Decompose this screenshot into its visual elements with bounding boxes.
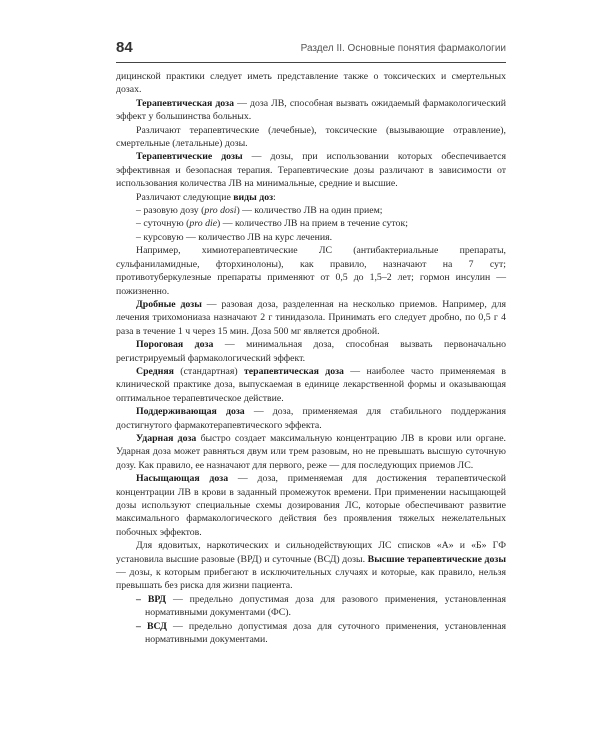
paragraph — [116, 405, 506, 432]
text-run: дицинской практики следует иметь представление также о токсических и смертельных дозах. — [116, 71, 506, 96]
text-run: Различают терапевтические (лечебные), токсические (вызывающие отравление), смертельные (летальные) дозы. — [116, 124, 506, 150]
bold-term: терапевтическая доза — [244, 365, 344, 377]
page-header — [116, 36, 506, 63]
text-run: — доза, применяемая для стабильного поддержания достигнутого фармакотерапевтического эффекта. — [116, 406, 506, 431]
paragraph-continuation — [116, 70, 506, 97]
list-item — [116, 620, 506, 647]
paragraph — [116, 97, 506, 124]
text-run: — доза, применяемая для достижения терапевтической концентрации ЛВ в крови в заданный промежуток времени. При применении насыщающей дозы используют специальные схемы дозирования ЛС, которые обеспечивают развитие максимального фармакологического действия без проявления тяжелых нежелательных побочных эффектов. — [116, 473, 506, 538]
paragraph — [116, 539, 506, 593]
text-run: ) — количество ЛВ на прием в течение суток; — [217, 218, 408, 230]
italic-term: pro dosi — [204, 205, 237, 217]
bold-term: Терапевтическая доза — [136, 97, 235, 109]
text-run: : — [273, 191, 276, 203]
bold-term: Средняя — [136, 365, 174, 377]
text-run: — дозы, при использовании которых обеспечивается эффективная и безопасная терапия. Терапевтические дозы различают в зависимости от использования количества ЛВ на минимальные, средние и высшие. — [116, 151, 507, 190]
text-run: – курсовую — количество ЛВ на курс лечения. — [136, 231, 333, 243]
page-number: 84 — [116, 39, 133, 56]
text-run: — предельно допустимая доза для разового применения, установленная нормативными документами (ФС). — [145, 593, 506, 619]
bold-term: Ударная доза — [136, 432, 197, 444]
bold-term: – ВРД — [136, 593, 167, 605]
text-run: – разовую дозу ( — [136, 205, 205, 217]
running-head: Раздел II. Основные понятия фармакологии — [300, 43, 506, 54]
text-run: — дозы, к которым прибегают в исключительных случаях и которые, как правило, нельзя превышать без риска для жизни пациента. — [116, 567, 506, 592]
paragraph — [116, 124, 506, 151]
italic-term: pro die — [189, 218, 218, 230]
bold-term: – ВСД — [136, 620, 167, 632]
text-run: быстро создает максимальную концентрацию ЛВ в крови или органе. Ударная доза может равняться двум или трем разовым, но не превышать высшую суточную дозу. Как правило, ее назначают для первого, реже — для последующих приемов ЛС. — [116, 432, 506, 471]
text-run: — наиболее часто применяемая в клинической практике доза, выпускаемая в единице лекарственной формы и оказывающая оптимальное терапевтическое действие. — [116, 365, 506, 404]
bold-term: виды доз — [233, 191, 274, 203]
text-run: ) — количество ЛВ на один прием; — [236, 205, 383, 217]
text-run: – суточную ( — [136, 218, 190, 230]
paragraph — [116, 298, 506, 338]
bold-term: Пороговая доза — [136, 339, 214, 351]
list-item — [116, 231, 506, 244]
text-run: — разовая доза, разделенная на несколько приемов. Например, для лечения трихомониаза назначают 2 г тинидазола. Принимать его следует дробно, по 0,5 г 4 раза в течение 1 ч через 15 мин. Доза 500 мг является дробной. — [116, 298, 506, 337]
list-item — [116, 204, 506, 217]
paragraph — [116, 150, 506, 190]
list-item — [116, 217, 506, 230]
text-run: Для ядовитых, наркотических и сильнодействующих ЛС списков «А» и «Б» ГФ установила высшие разовые (ВРД) и суточные (ВСД) дозы. — [116, 540, 506, 565]
text-run: — минимальная доза, способная вызвать первоначально регистрируемый фармакологический эффект. — [116, 339, 507, 364]
body-text — [116, 70, 506, 646]
text-run: — предельно допустимая доза для суточного применения, установленная нормативными документами. — [145, 620, 507, 646]
paragraph — [116, 338, 506, 365]
paragraph — [116, 472, 506, 539]
paragraph — [116, 365, 506, 405]
text-run: (стандартная) — [173, 365, 244, 377]
list-item — [116, 593, 506, 620]
paragraph — [116, 432, 506, 472]
text-run: Различают следующие — [136, 191, 234, 203]
text-run: — доза ЛВ, способная вызвать ожидаемый фармакологический эффект у большинства больных. — [116, 97, 506, 123]
bold-term: Высшие терапевтические дозы — [367, 553, 506, 565]
text-run: Например, химиотерапевтические ЛС (антибактериальные препараты, сульфаниламидные, фторхинолоны), как правило, назначают на 7 сут; противотуберкулезные препараты применяют от 0,5 до 1,5–2 лет; гормон инсулин — пожизненно. — [116, 245, 506, 297]
bold-term: Терапевтические дозы — [136, 151, 243, 163]
paragraph — [116, 191, 506, 204]
bold-term: Поддерживающая доза — [136, 406, 245, 418]
paragraph — [116, 244, 506, 298]
bold-term: Насыщающая доза — [136, 473, 229, 485]
bold-term: Дробные дозы — [136, 298, 202, 310]
